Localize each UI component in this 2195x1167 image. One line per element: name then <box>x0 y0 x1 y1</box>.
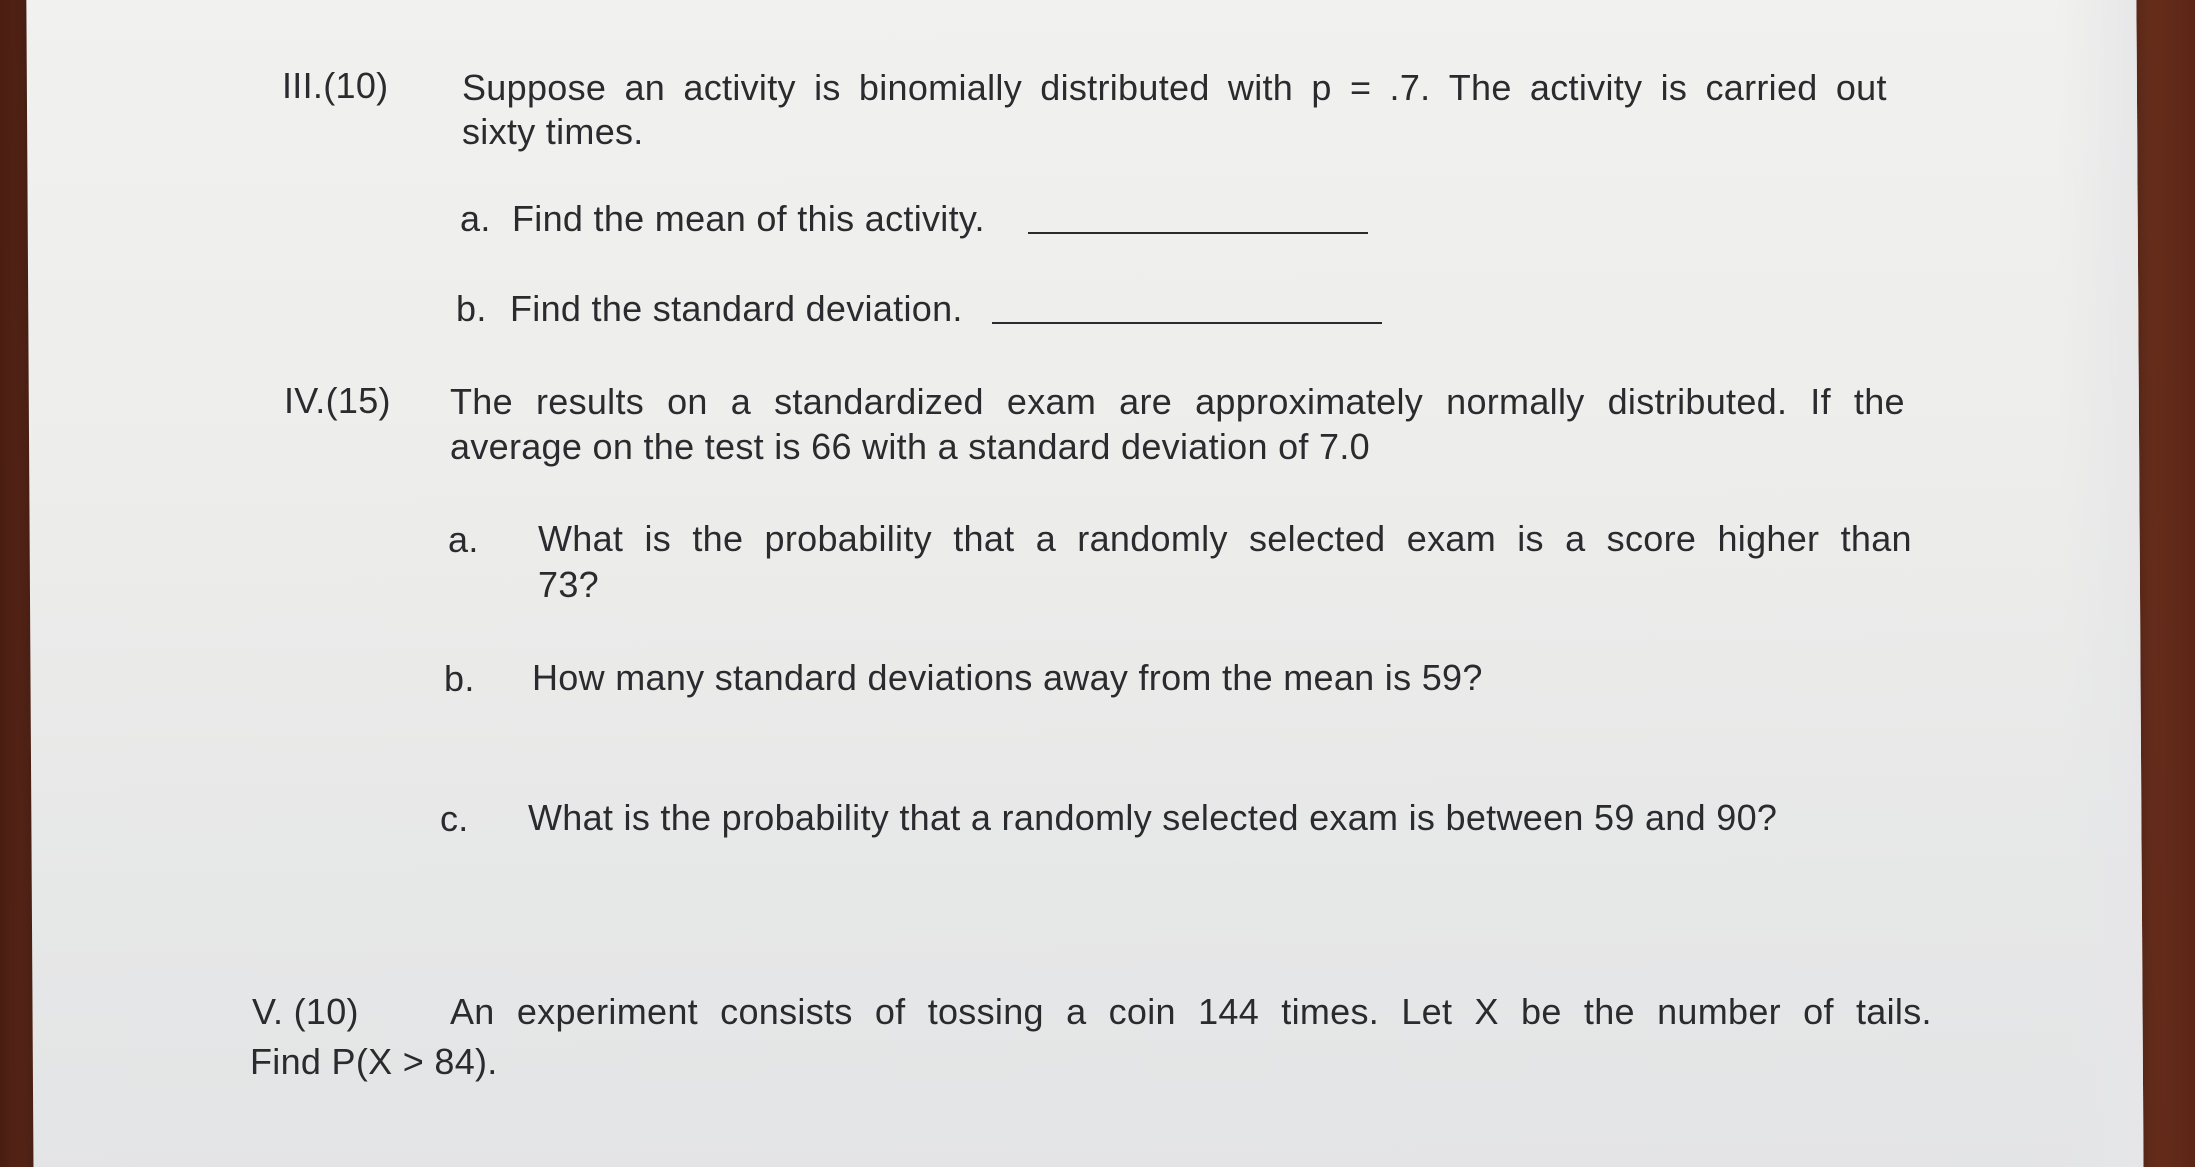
problem-4b-marker: b. <box>444 658 475 699</box>
problem-4-stem-line1: The results on a standardized exam are approximately normally distributed. If the <box>450 381 1905 422</box>
problem-4-number: IV.(15) <box>284 380 391 421</box>
problem-4b-text: How many standard deviations away from the mean is 59? <box>532 657 1483 698</box>
problem-3-stem-line2: sixty times. <box>462 111 644 152</box>
problem-3-stem-line1: Suppose an activity is binomially distributed with p = .7. The activity is carried out <box>462 67 1887 108</box>
problem-3b-text: Find the standard deviation. <box>510 288 963 329</box>
problem-3b-answer-blank[interactable] <box>992 322 1382 324</box>
problem-5-stem-line2: Find P(X > 84). <box>250 1041 498 1082</box>
problem-4a-line1: What is the probability that a randomly selected exam is a score higher than <box>538 518 1912 559</box>
problem-3-number: III.(10) <box>282 65 389 106</box>
problem-4a-line2: 73? <box>538 564 599 605</box>
problem-3a-text: Find the mean of this activity. <box>512 198 985 239</box>
problem-3a-marker: a. <box>460 198 491 239</box>
problem-4-stem-line2: average on the test is 66 with a standard deviation of 7.0 <box>450 426 1370 467</box>
problem-3a-answer-blank[interactable] <box>1028 232 1368 234</box>
problem-4c-text: What is the probability that a randomly selected exam is between 59 and 90? <box>528 797 1778 838</box>
problem-3b-marker: b. <box>456 288 487 329</box>
problem-5-number: V. (10) <box>252 991 359 1032</box>
problem-4c-marker: c. <box>440 798 469 839</box>
problem-5-stem-line1: An experiment consists of tossing a coin 144 times. Let X be the number of tails. <box>450 991 1932 1032</box>
problem-4a-marker: a. <box>448 519 479 560</box>
